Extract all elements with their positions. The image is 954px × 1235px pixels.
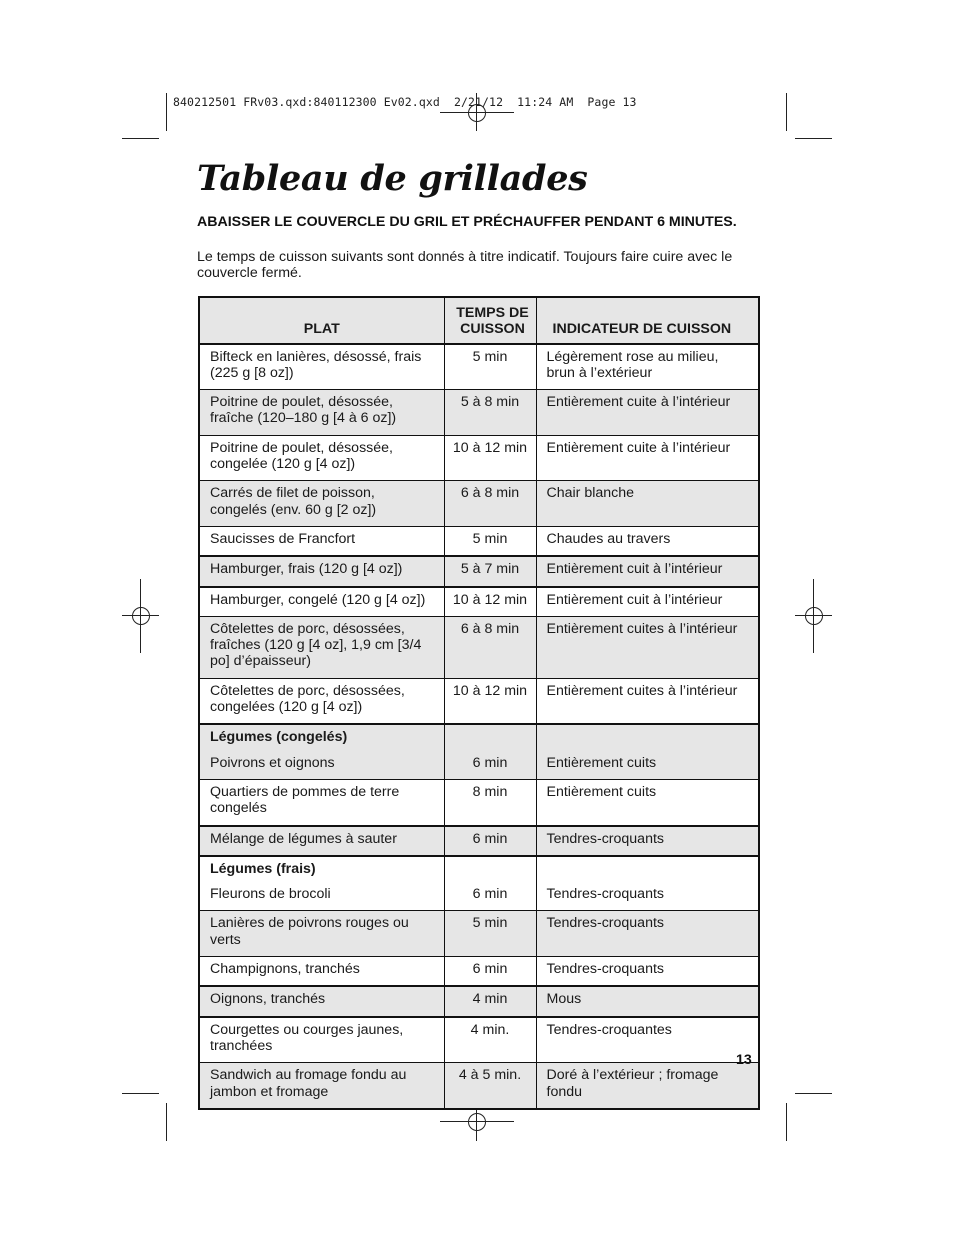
cell-plat: Mélange de légumes à sauter [199, 826, 444, 856]
section-heading-frozen: Légumes (congelés) [199, 724, 444, 745]
cell-temps: 10 à 12 min [444, 435, 536, 481]
cell-temps [444, 856, 536, 877]
header-indicateur: INDICATEUR DE CUISSON [536, 297, 759, 344]
cell-temps: 5 à 7 min [444, 556, 536, 586]
cell-plat: Hamburger, congelé (120 g [4 oz]) [199, 587, 444, 617]
cell-indicateur: Chaudes au travers [536, 526, 759, 556]
cell-indicateur: Entièrement cuites à l’intérieur [536, 678, 759, 724]
registration-mark-icon [468, 1113, 486, 1131]
table-row [199, 1017, 759, 1063]
cell-temps: 6 min [444, 877, 536, 911]
cell-indicateur: Tendres-croquants [536, 826, 759, 856]
cell-temps: 5 min [444, 344, 536, 390]
table-row [199, 957, 759, 987]
cell-indicateur: Chair blanche [536, 481, 759, 527]
cell-indicateur [536, 724, 759, 745]
section-heading-fresh: Légumes (frais) [199, 856, 444, 877]
cell-plat: Lanières de poivrons rouges ou verts [199, 911, 444, 957]
crop-mark [122, 1093, 159, 1094]
cell-temps [444, 724, 536, 745]
cell-indicateur: Doré à l’extérieur ; fromage fondu [536, 1063, 759, 1109]
cell-indicateur: Légèrement rose au milieu, brun à l’extérieur [536, 344, 759, 390]
cell-plat: Saucisses de Francfort [199, 526, 444, 556]
intro-text: Le temps de cuisson suivants sont donnés à titre indicatif. Toujours faire cuire avec le couvercle fermé. [197, 249, 733, 281]
cell-indicateur: Tendres-croquants [536, 911, 759, 957]
table-row [199, 678, 759, 724]
cell-plat: Courgettes ou courges jaunes, tranchées [199, 1017, 444, 1063]
cell-indicateur: Tendres-croquants [536, 957, 759, 987]
table-row [199, 587, 759, 617]
table-section-row [199, 856, 759, 877]
table-row [199, 344, 759, 390]
crop-mark [795, 1093, 832, 1094]
cell-temps: 6 à 8 min [444, 616, 536, 678]
cell-temps: 4 min. [444, 1017, 536, 1063]
cell-plat: Fleurons de brocoli [199, 877, 444, 911]
table-row [199, 826, 759, 856]
table-row [199, 746, 759, 780]
cell-temps: 10 à 12 min [444, 587, 536, 617]
cell-plat: Sandwich au fromage fondu au jambon et fromage [199, 1063, 444, 1109]
cell-temps: 4 min [444, 986, 536, 1016]
crop-mark [786, 1103, 787, 1141]
cell-temps: 4 à 5 min. [444, 1063, 536, 1109]
page-number: 13 [736, 1052, 752, 1068]
table-header-row [199, 297, 759, 344]
cell-plat: Champignons, tranchés [199, 957, 444, 987]
cell-plat: Quartiers de pommes de terre congelés [199, 779, 444, 825]
header-temps [444, 297, 536, 344]
cell-indicateur: Tendres-croquantes [536, 1017, 759, 1063]
cell-temps: 6 min [444, 746, 536, 780]
crop-mark [166, 93, 167, 131]
cell-indicateur: Entièrement cuits [536, 746, 759, 780]
cell-temps: 5 min [444, 911, 536, 957]
cell-plat: Bifteck en lanières, désossé, frais (225 g [8 oz]) [199, 344, 444, 390]
cell-plat: Côtelettes de porc, désossées, congelées (120 g [4 oz]) [199, 678, 444, 724]
cell-plat: Poitrine de poulet, désossée, fraîche (120–180 g [4 à 6 oz]) [199, 390, 444, 436]
crop-mark [786, 93, 787, 131]
cell-indicateur [536, 856, 759, 877]
table-row [199, 616, 759, 678]
header-plat: PLAT [199, 297, 444, 344]
table-row [199, 481, 759, 527]
table-row [199, 877, 759, 911]
cell-indicateur: Tendres-croquants [546, 886, 665, 903]
cell-indicateur: Entièrement cuit à l’intérieur [536, 587, 759, 617]
table-row [199, 556, 759, 586]
table-row [199, 1063, 759, 1109]
cell-plat: Oignons, tranchés [199, 986, 444, 1016]
cell-temps: 6 min [444, 826, 536, 856]
table-row [199, 911, 759, 957]
cell-temps: 10 à 12 min [444, 678, 536, 724]
cell-temps: 8 min [444, 779, 536, 825]
grilling-table [198, 296, 760, 1110]
cell-plat: Carrés de filet de poisson, congelés (env. 60 g [2 oz]) [199, 481, 444, 527]
cell-plat: Hamburger, frais (120 g [4 oz]) [199, 556, 444, 586]
table-row [199, 390, 759, 436]
cell-plat: Poitrine de poulet, désossée, congelée (120 g [4 oz]) [199, 435, 444, 481]
crop-mark [795, 138, 832, 139]
table-section-row [199, 724, 759, 745]
cell-indicateur: Entièrement cuits [536, 779, 759, 825]
cell-indicateur: Entièrement cuite à l’intérieur [536, 435, 759, 481]
cell-temps: 5 min [444, 526, 536, 556]
crop-mark [166, 1103, 167, 1141]
header-temps-text: TEMPS DE CUISSON [456, 305, 529, 338]
cell-plat: Poivrons et oignons [199, 746, 444, 780]
cell-temps: 6 min [444, 957, 536, 987]
cell-temps: 5 à 8 min [444, 390, 536, 436]
cell-indicateur: Entièrement cuites à l’intérieur [536, 616, 759, 678]
cell-indicateur: Entièrement cuit à l’intérieur [536, 556, 759, 586]
print-slug: 840212501 FRv03.qxd:840112300 Ev02.qxd 2/21/12 11:24 AM Page 13 [173, 95, 637, 109]
preheat-instruction: ABAISSER LE COUVERCLE DU GRIL ET PRÉCHAUFFER PENDANT 6 MINUTES. [197, 214, 737, 230]
cell-plat: Côtelettes de porc, désossées, fraîches (120 g [4 oz], 1,9 cm [3/4 po] d’épaisseur) [199, 616, 444, 678]
registration-mark-icon [805, 607, 823, 625]
cell-indicateur: Mous [536, 986, 759, 1016]
page-title: Tableau de grillades [197, 158, 588, 199]
cell-indicateur: Entièrement cuite à l’intérieur [536, 390, 759, 436]
crop-mark [122, 138, 159, 139]
table-row [199, 526, 759, 556]
table-row [199, 435, 759, 481]
registration-mark-icon [132, 607, 150, 625]
cell-temps: 6 à 8 min [444, 481, 536, 527]
table-row [199, 779, 759, 825]
table-row [199, 986, 759, 1016]
